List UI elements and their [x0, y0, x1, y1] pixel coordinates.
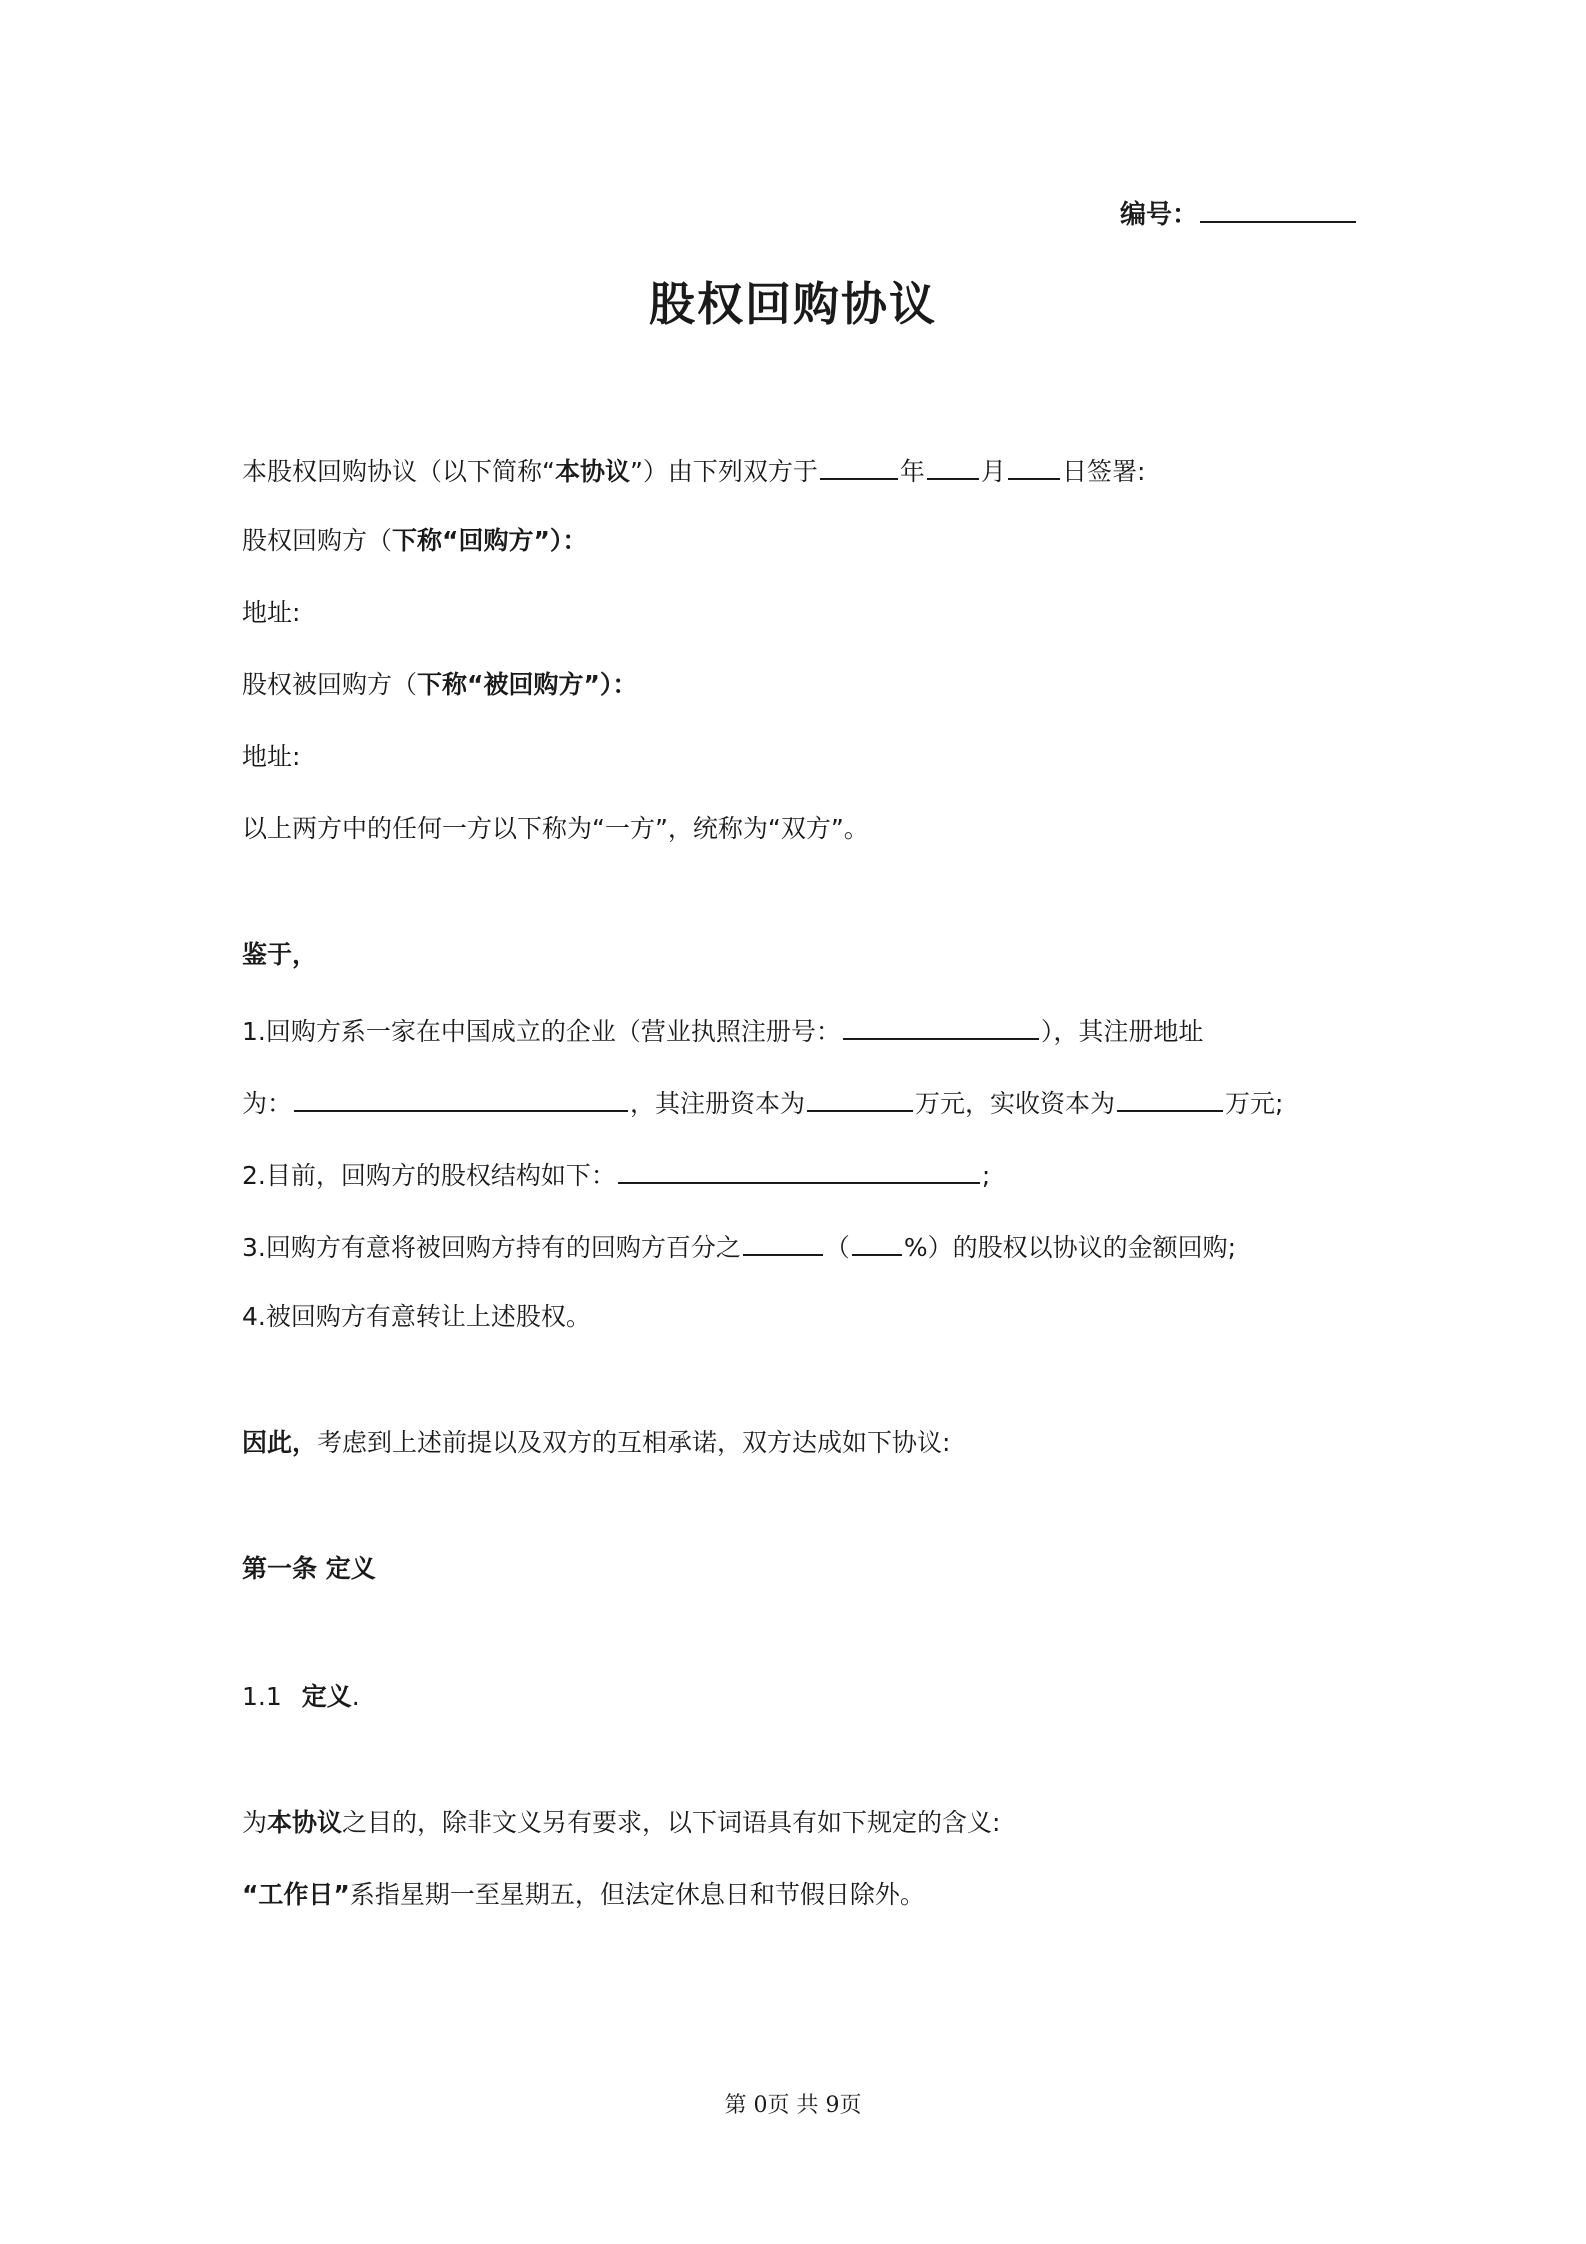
item3-text-3: %）的股权以协议的金额回购; — [903, 1233, 1237, 1262]
day-blank — [1008, 452, 1060, 480]
whereas-item-4: 4.被回购方有意转让上述股权。 — [242, 1302, 591, 1331]
buyer-label: 股权回购方（ — [242, 526, 393, 555]
term-workday-text: 系指星期一至星期五，但法定休息日和节假日除外。 — [349, 1880, 925, 1909]
registered-capital-blank — [807, 1084, 913, 1112]
article-1-heading: 第一条 定义 — [242, 1554, 376, 1583]
address-blank — [294, 1084, 628, 1112]
definitions-intro — [242, 1806, 1000, 1840]
month-blank — [927, 452, 979, 480]
whereas-item-2 — [242, 1156, 990, 1193]
equity-structure-blank — [618, 1156, 980, 1184]
preamble-text: 本股权回购协议（以下简称“ — [242, 457, 555, 486]
whereas-heading: 鉴于， — [242, 940, 318, 969]
doc-number-blank — [1200, 195, 1356, 223]
parties-definition: 以上两方中的任何一方以下称为“一方”，统称为“双方”。 — [242, 814, 869, 843]
doc-number-label: 编号： — [1120, 200, 1199, 230]
seller-address: 地址: — [242, 742, 301, 771]
buyer-address: 地址: — [242, 598, 301, 627]
whereas-item-1-cont — [242, 1084, 1283, 1121]
therefore-bold: 因此， — [242, 1428, 318, 1457]
seller-line — [242, 668, 637, 702]
percent-words-blank — [743, 1228, 823, 1256]
therefore-line — [242, 1426, 950, 1460]
seller-term: 下称“被回购方”）： — [417, 670, 638, 699]
license-number-blank — [843, 1012, 1039, 1040]
item1-text: 1.回购方系一家在中国成立的企业（营业执照注册号： — [242, 1017, 841, 1046]
percent-blank — [852, 1228, 902, 1256]
section-1-1-heading — [242, 1680, 360, 1714]
doc-number — [1120, 194, 1358, 231]
item1-text-6: 万元; — [1225, 1089, 1284, 1118]
seller-label: 股权被回购方（ — [242, 670, 418, 699]
section-title: 定义 — [301, 1682, 352, 1711]
whereas-item-1 — [242, 1012, 1203, 1049]
item3-text: 3.回购方有意将被回购方持有的回购方百分之 — [242, 1233, 741, 1262]
item3-text-2: （ — [824, 1233, 850, 1262]
page-footer: 第 0页 共 9页 — [724, 2093, 862, 2118]
intro-text: 为 — [242, 1808, 268, 1837]
day-label: 日签署: — [1061, 457, 1146, 486]
paid-capital-blank — [1117, 1084, 1223, 1112]
section-dot: . — [351, 1682, 360, 1711]
month-label: 月 — [980, 457, 1006, 486]
buyer-line — [242, 524, 587, 558]
term-workday: “工作日” — [242, 1880, 350, 1909]
item2-text-2: ; — [981, 1161, 991, 1190]
section-number: 1.1 — [242, 1682, 282, 1711]
item1-text-5: 万元，实收资本为 — [915, 1089, 1116, 1118]
therefore-text: 考虑到上述前提以及双方的互相承诺，双方达成如下协议: — [317, 1428, 951, 1457]
intro-text-2: 之目的，除非文义另有要求，以下词语具有如下规定的含义: — [342, 1808, 1001, 1837]
year-blank — [820, 452, 898, 480]
definition-workday — [242, 1878, 925, 1912]
preamble-text-2: ”）由下列双方于 — [629, 457, 818, 486]
item1-text-3: 为： — [242, 1089, 293, 1118]
year-label: 年 — [899, 457, 925, 486]
item1-text-2: ），其注册地址 — [1040, 1017, 1204, 1046]
buyer-term: 下称“回购方”）： — [392, 526, 588, 555]
whereas-item-3 — [242, 1228, 1236, 1265]
intro-term: 本协议 — [267, 1808, 343, 1837]
preamble-line — [242, 452, 1145, 489]
item1-text-4: ，其注册资本为 — [630, 1089, 806, 1118]
item2-text: 2.目前，回购方的股权结构如下： — [242, 1161, 616, 1190]
preamble-term: 本协议 — [554, 457, 630, 486]
page-title: 股权回购协议 — [649, 277, 937, 331]
